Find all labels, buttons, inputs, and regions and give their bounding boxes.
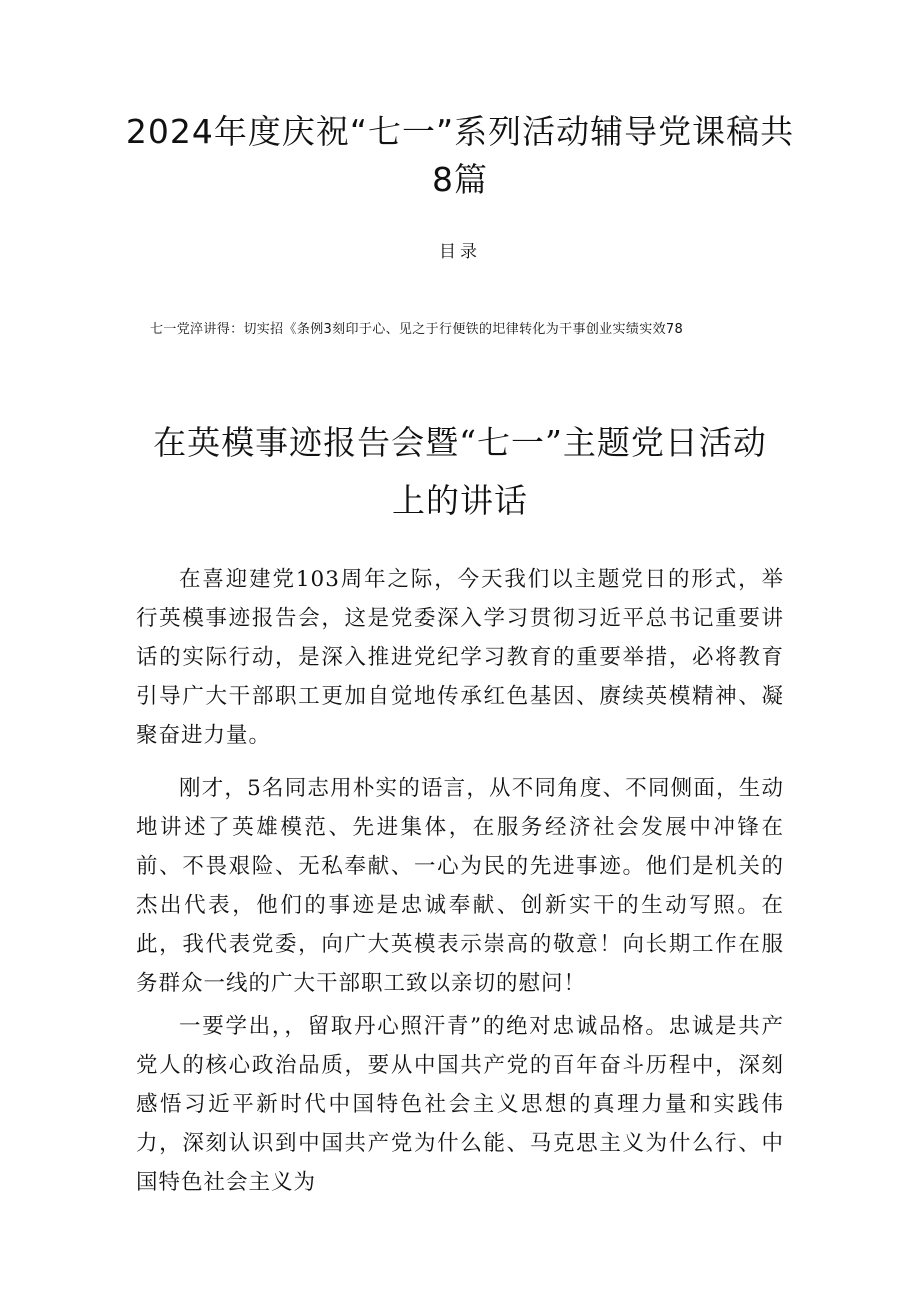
speech-body: [136, 560, 784, 1202]
toc-heading: 目录: [439, 242, 481, 262]
paragraph: 一要学出，，留取丹心照汗青”的绝对忠诚品格。忠诚是共产党人的核心政治品质，要从中国共产党的百年奋斗历程中，深刻感悟习近平新时代中国特色社会主义思想的真理力量和实践伟力，深刻认识到中国共产党为什么能、马克思主义为什么行、中国特色社会主义为: [136, 1014, 784, 1195]
document-title: 2024年度庆祝“七一”系列活动辅导党课稿共8篇: [125, 112, 795, 199]
paragraph: 在喜迎建党103周年之际，今天我们以主题党日的形式，举行英模事迹报告会，这是党委深入学习贯彻习近平总书记重要讲话的实际行动，是深入推进党纪学习教育的重要举措，必将教育引导广大干部职工更加自觉地传承红色基因、赓续英模精神、凝聚奋进力量。: [136, 567, 784, 748]
toc-entry[interactable]: 七一党淬讲得：切实招《条例3刻印于心、见之于行便铁的圯律转化为干事创业实绩实效78: [150, 322, 684, 337]
paragraph: 刚才，5名同志用朴实的语言，从不同角度、不同侧面，生动地讲述了英雄模范、先进集体，在服务经济社会发展中冲锋在前、不畏艰险、无私奉献、一心为民的先进事迹。他们是机关的杰出代表，他们的事迹是忠诚奉献、创新实干的生动写照。在此，我代表党委，向广大英模表示崇高的敬意！向长期工作在服务群众一线的广大干部职工致以亲切的慰问！: [136, 776, 784, 996]
speech-title: 在英模事迹报告会暨“七一”主题党日活动上的讲话: [153, 423, 767, 520]
